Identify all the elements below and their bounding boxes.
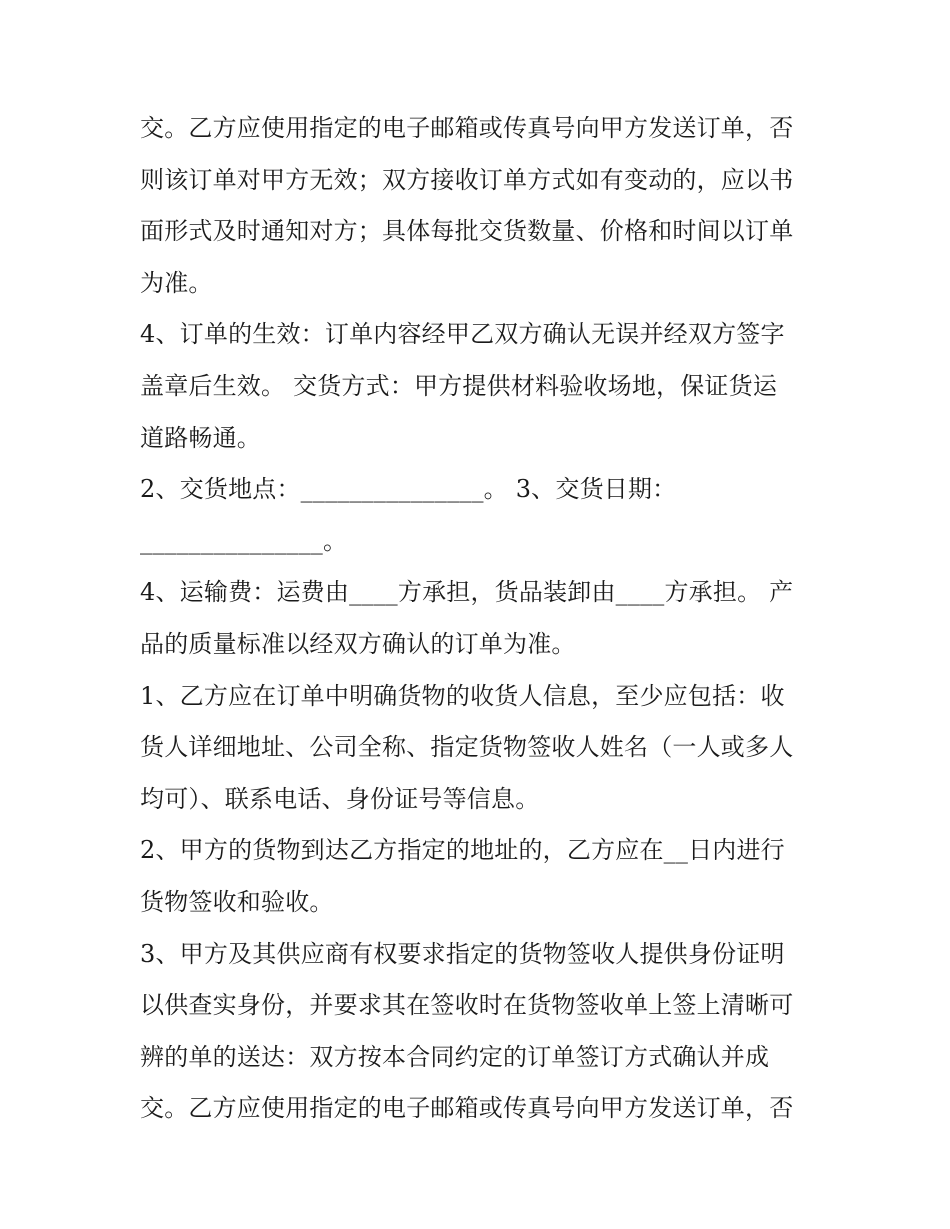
text-line: 1、乙方应在订单中明确货物的收货人信息，至少应包括：收 xyxy=(140,681,785,710)
text-line: 辨的单的送达：双方按本合同约定的订单签订方式确认并成 xyxy=(140,1042,770,1071)
text-line: 以供查实身份，并要求其在签收时在货物签收单上签上清晰可 xyxy=(140,991,794,1020)
text-line: 为准。 xyxy=(140,268,213,297)
text-line: 则该订单对甲方无效；双方接收订单方式如有变动的，应以书 xyxy=(140,165,794,194)
text-line: 货物签收和验收。 xyxy=(140,887,334,916)
text-line: 4、运输费：运费由____方承担，货品装卸由____方承担。 产 xyxy=(140,578,794,607)
text-line: 2、甲方的货物到达乙方指定的地址的，乙方应在__日内进行 xyxy=(140,836,785,865)
text-line: 3、甲方及其供应商有权要求指定的货物签收人提供身份证明 xyxy=(140,939,785,968)
contract-text xyxy=(140,103,830,1135)
text-line: 交。乙方应使用指定的电子邮箱或传真号向甲方发送订单，否 xyxy=(140,114,794,142)
text-line: 2、交货地点：_______________。 3、交货日期： xyxy=(140,475,677,504)
text-line: 品的质量标准以经双方确认的订单为准。 xyxy=(140,629,576,658)
text-line: 面形式及时通知对方；具体每批交货数量、价格和时间以订单 xyxy=(140,217,794,246)
text-line: 4、订单的生效：订单内容经甲乙双方确认无误并经双方签字 xyxy=(140,320,785,349)
text-line: 盖章后生效。 交货方式：甲方提供材料验收场地，保证货运 xyxy=(140,371,778,400)
text-line: 均可）、联系电话、身份证号等信息。 xyxy=(140,784,540,813)
text-line: 交。乙方应使用指定的电子邮箱或传真号向甲方发送订单，否 xyxy=(140,1094,794,1123)
text-line: 道路畅通。 xyxy=(140,423,261,452)
text-line: 货人详细地址、公司全称、指定货物签收人姓名（一人或多人 xyxy=(140,733,794,762)
text-line: _______________。 xyxy=(140,526,348,555)
